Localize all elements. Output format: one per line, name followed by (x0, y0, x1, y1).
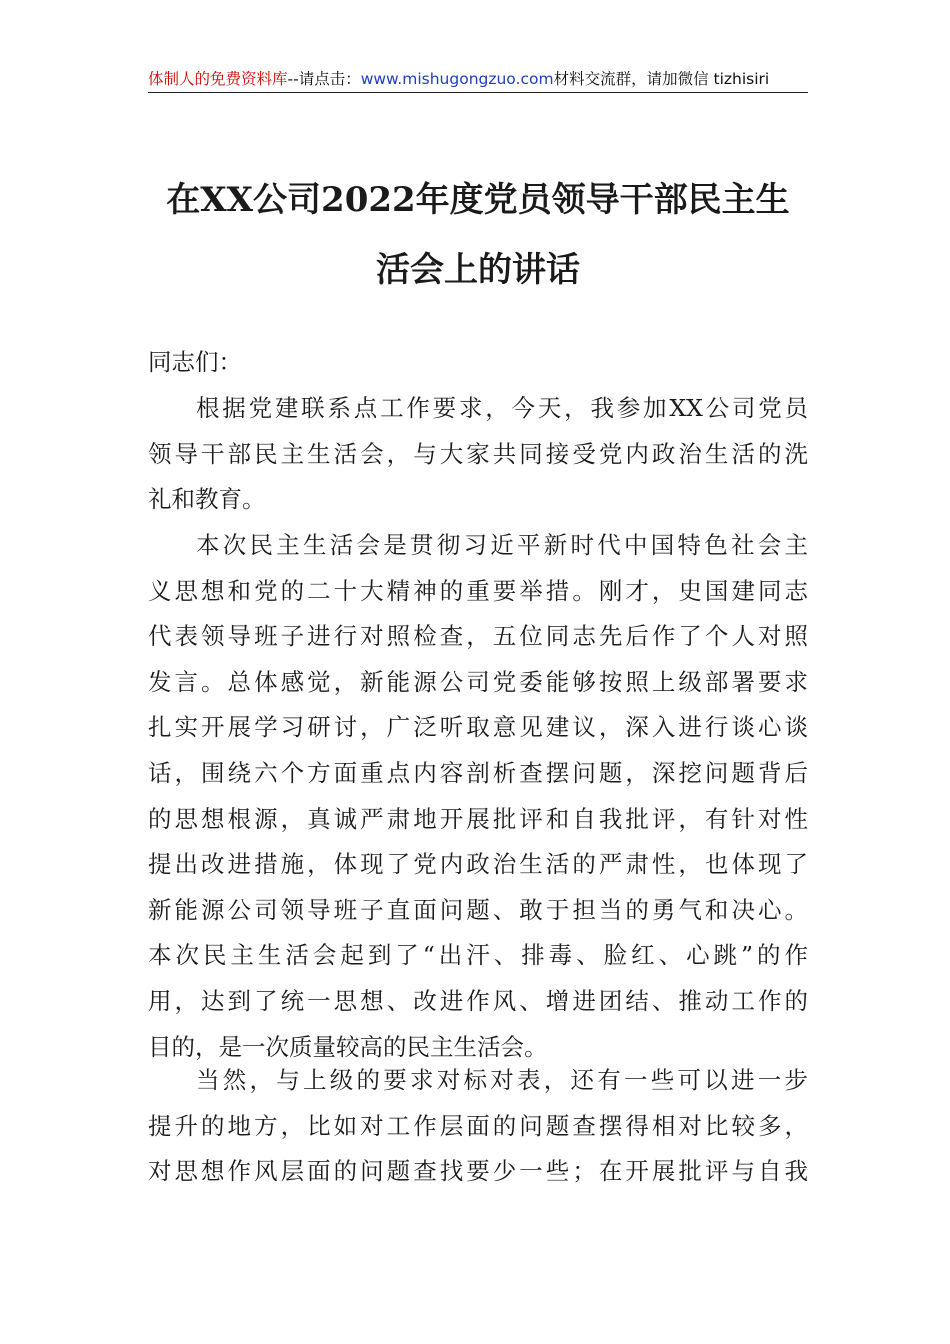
paragraph-line: 本次民主生活会是贯彻习近平新时代中国特色社会主 (196, 531, 808, 559)
paragraph-line: 话，围绕六个方面重点内容剖析查摆问题，深挖问题背后 (148, 758, 808, 787)
paragraph-1 (148, 386, 808, 523)
paragraph-line: 目的，是一次质量较高的民主生活会。 (148, 1032, 548, 1061)
paragraph-line: 义思想和党的二十大精神的重要举措。刚才，史国建同志 (148, 576, 808, 605)
paragraph-line: 礼和教育。 (148, 485, 266, 514)
paragraph-line: 领导干部民主生活会，与大家共同接受党内政治生活的洗 (148, 439, 808, 468)
document-title-line-1: 在XX公司2022年度党员领导干部民主生 (166, 180, 790, 220)
paragraph-line: 新能源公司领导班子直面问题、敢于担当的勇气和决心。 (148, 895, 808, 924)
paragraph-3 (148, 1058, 808, 1195)
header-library-label: 体制人的免费资料库 (148, 70, 288, 88)
paragraph-line: 扎实开展学习研讨，广泛听取意见建议，深入进行谈心谈 (148, 713, 808, 742)
document-title-line-2: 活会上的讲话 (376, 250, 580, 290)
paragraph-line: 提升的地方，比如对工作层面的问题查摆得相对比较多， (148, 1111, 808, 1140)
paragraph-line: 提出改进措施，体现了党内政治生活的严肃性，也体现了 (148, 850, 808, 879)
paragraph-line: 的思想根源，真诚严肃地开展批评和自我批评，有针对性 (148, 804, 808, 833)
header-click-label: --请点击： (287, 70, 361, 88)
paragraph-2 (148, 523, 808, 1070)
header-website-link[interactable]: www.mishugongzuo.com (360, 70, 554, 88)
greeting: 同志们： (148, 348, 242, 376)
paragraph-line: 对思想作风层面的问题查找要少一些；在开展批评与自我 (148, 1157, 808, 1186)
paragraph-line: 代表领导班子进行对照检查，五位同志先后作了个人对照 (148, 622, 808, 651)
paragraph-line: 发言。总体感觉，新能源公司党委能够按照上级部署要求 (148, 667, 808, 696)
paragraph-line: 本次民主生活会起到了“出汗、排毒、脸红、心跳”的作 (148, 941, 808, 970)
page-header (148, 66, 808, 93)
paragraph-line: 当然，与上级的要求对标对表，还有一些可以进一步 (196, 1066, 808, 1094)
paragraph-line: 根据党建联系点工作要求，今天，我参加XX公司党员 (196, 394, 808, 422)
paragraph-line: 用，达到了统一思想、改进作风、增进团结、推动工作的 (148, 986, 808, 1015)
header-wechat-label: 材料交流群，请加微信 tizhisiri (553, 70, 770, 88)
